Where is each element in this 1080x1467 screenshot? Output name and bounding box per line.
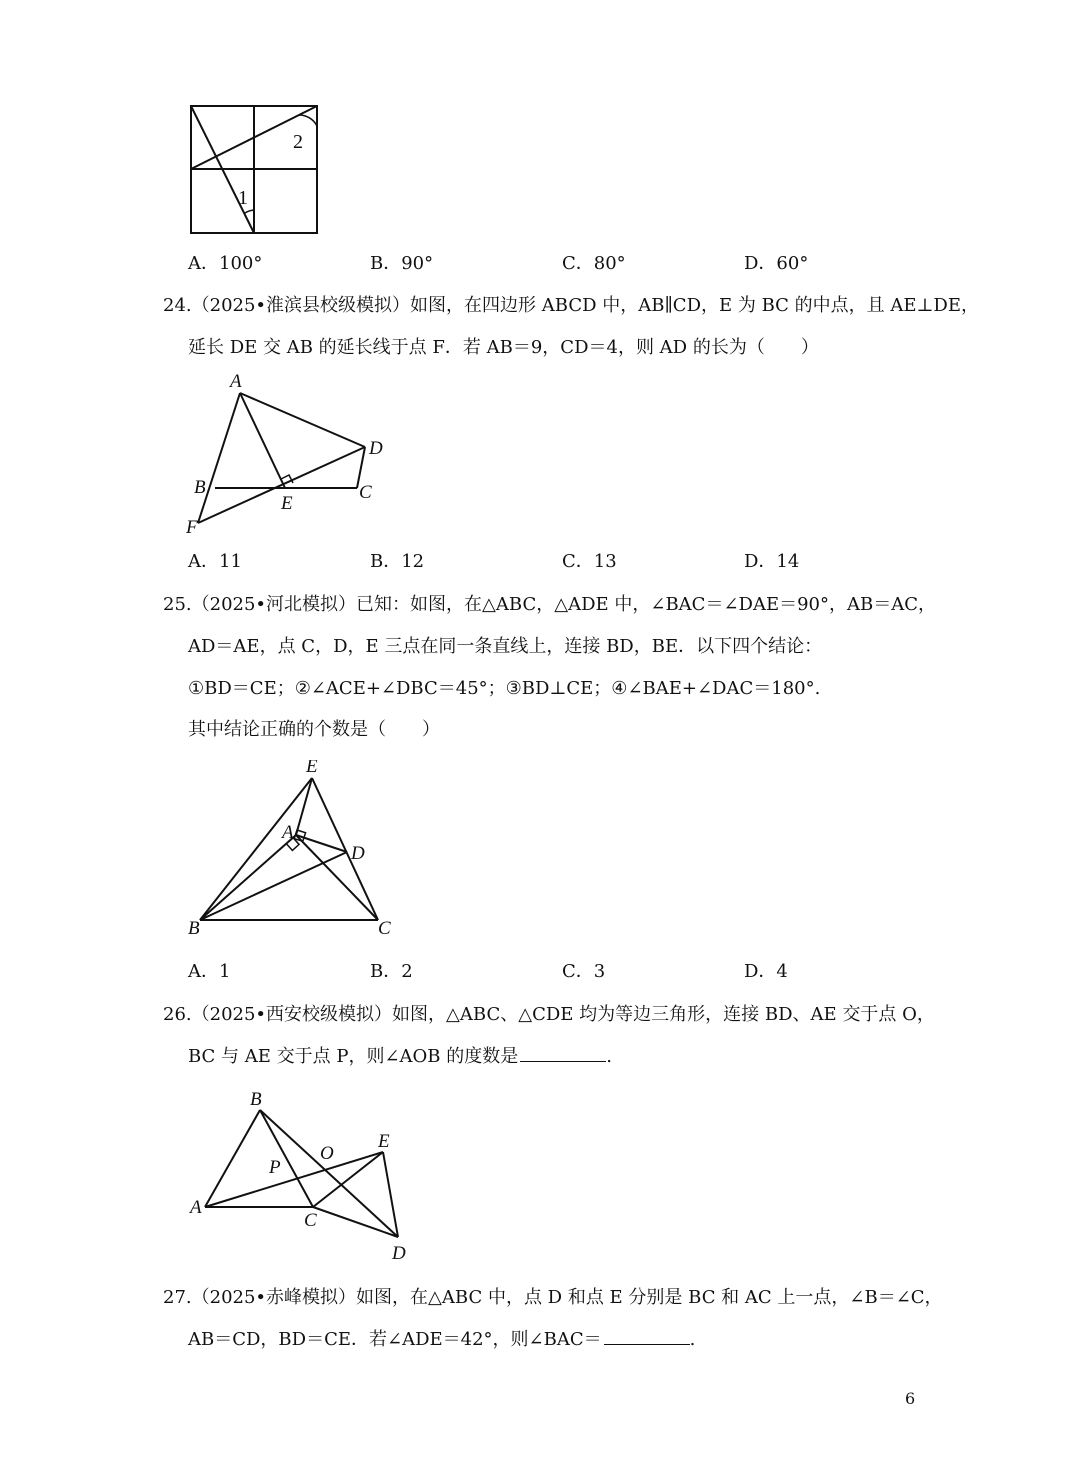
q24-stem-line2: 延长 DE 交 AB 的延长线于点 F．若 AB＝9，CD＝4，则 AD 的长为（ ） — [188, 337, 819, 358]
q24-segment-ae — [240, 393, 285, 488]
q26-stem-end: . — [606, 1046, 612, 1067]
q25-stem-line3: ①BD＝CE；②∠ACE+∠DBC＝45°；③BD⊥CE；④∠BAE+∠DAC＝180°. — [188, 678, 821, 699]
q25-segment-bd — [200, 852, 347, 920]
q25-segment-ec — [312, 778, 378, 920]
q24-option-d: D．14 — [744, 551, 800, 572]
q26-segment-cd — [313, 1207, 398, 1237]
q27-stem-end: . — [689, 1329, 696, 1350]
q23-option-b: B．90° — [370, 253, 434, 274]
q25-segment-be — [200, 778, 312, 920]
q25-label-c: C — [378, 918, 391, 939]
q25-figure — [180, 760, 400, 945]
q24-segment-ad — [240, 393, 365, 447]
q26-label-b: B — [250, 1089, 262, 1110]
q26-stem-line1: 26.（2025•西安校级模拟）如图，△ABC、△CDE 均为等边三角形，连接 BD、AE 交于点 O， — [163, 1004, 935, 1025]
q25-option-d: D．4 — [744, 961, 788, 982]
page-number: 6 — [905, 1389, 916, 1408]
q26-segment-bd — [260, 1110, 398, 1237]
q27-stem-text: AB＝CD，BD＝CE．若∠ADE＝42°，则∠BAC＝ — [188, 1329, 602, 1350]
q23-label-angle2: 2 — [293, 131, 303, 153]
q25-option-b: B．2 — [370, 961, 413, 982]
q25-stem-line4: 其中结论正确的个数是（ ） — [188, 719, 440, 740]
q26-label-d: D — [392, 1243, 406, 1264]
q23-option-d: D．60° — [744, 253, 809, 274]
q26-figure — [180, 1085, 420, 1265]
q24-figure — [180, 365, 400, 540]
q25-label-b: B — [188, 918, 200, 939]
q24-segment-af — [198, 393, 240, 523]
q26-label-a: A — [190, 1197, 202, 1218]
q26-label-e: E — [378, 1131, 390, 1152]
q26-answer-blank[interactable] — [520, 1045, 606, 1062]
q23-angle2-arc — [299, 115, 317, 126]
q26-stem-text: BC 与 AE 交于点 P，则∠AOB 的度数是 — [188, 1046, 519, 1067]
q24-label-b: B — [194, 477, 206, 498]
q23-option-c: C．80° — [562, 253, 626, 274]
q25-option-a: A．1 — [188, 961, 231, 982]
q23-label-angle1: 1 — [238, 187, 248, 209]
q25-label-a: A — [282, 822, 294, 843]
q24-label-e: E — [281, 493, 293, 514]
q27-answer-blank[interactable] — [604, 1328, 690, 1345]
q24-option-b: B．12 — [370, 551, 425, 572]
q26-label-p: P — [269, 1157, 281, 1178]
q25-stem-line2: AD＝AE，点 C，D，E 三点在同一条直线上，连接 BD，BE．以下四个结论： — [188, 636, 823, 657]
q25-label-d: D — [351, 843, 365, 864]
q27-stem-line2 — [188, 1328, 695, 1352]
q23-angle1-arc — [245, 210, 254, 213]
q27-stem-line1: 27.（2025•赤峰模拟）如图，在△ABC 中，点 D 和点 E 分别是 BC 和 AC 上一点，∠B＝∠C， — [163, 1287, 943, 1308]
q26-label-c: C — [304, 1210, 317, 1231]
q26-segment-bc — [260, 1110, 313, 1207]
q23-option-a: A．100° — [188, 253, 263, 274]
q24-stem-line1: 24.（2025•淮滨县校级模拟）如图，在四边形 ABCD 中，AB∥CD，E 为 BC 的中点，且 AE⊥DE， — [163, 295, 980, 316]
q24-label-a: A — [230, 371, 242, 392]
q24-label-d: D — [369, 438, 383, 459]
q26-stem-line2 — [188, 1045, 612, 1069]
q26-label-o: O — [320, 1143, 334, 1164]
q24-label-c: C — [359, 482, 372, 503]
q25-segment-ba — [200, 835, 296, 920]
q23-figure — [185, 100, 325, 240]
q25-option-c: C．3 — [562, 961, 606, 982]
q25-label-e: E — [306, 760, 318, 777]
q24-label-f: F — [186, 517, 198, 538]
q24-option-c: C．13 — [562, 551, 617, 572]
q24-option-a: A．11 — [188, 551, 242, 572]
q25-stem-line1: 25.（2025•河北模拟）已知：如图，在△ABC，△ADE 中，∠BAC＝∠DAE＝90°，AB＝AC， — [163, 594, 936, 615]
